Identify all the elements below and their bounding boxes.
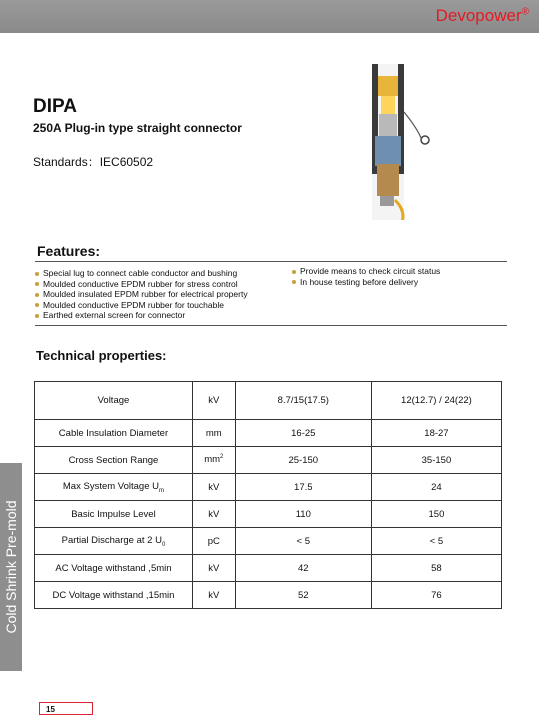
list-item: Special lug to connect cable conductor and bushing bbox=[35, 268, 290, 279]
unit-cell: kV bbox=[192, 382, 235, 420]
list-item: Earthed external screen for connector bbox=[35, 310, 290, 321]
param-cell: Cross Section Range bbox=[35, 447, 193, 474]
list-item: In house testing before delivery bbox=[292, 277, 502, 288]
side-tab-label: Cold Shrink Pre-mold bbox=[3, 500, 19, 634]
features-list-right bbox=[292, 266, 502, 287]
value-cell: 76 bbox=[371, 582, 501, 609]
unit-cell: mm bbox=[192, 420, 235, 447]
param-cell: Max System Voltage $U_m$ bbox=[35, 474, 193, 501]
brand-name: Devopower® bbox=[435, 6, 529, 25]
product-subtitle: 250A Plug-in type straight connector bbox=[33, 121, 242, 135]
param-cell: Cable Insulation Diameter bbox=[35, 420, 193, 447]
unit-cell: kV bbox=[192, 501, 235, 528]
bullet-icon bbox=[35, 314, 39, 318]
divider bbox=[35, 261, 507, 262]
bullet-icon bbox=[35, 282, 39, 286]
page-number: 15 bbox=[39, 702, 93, 715]
technical-heading: Technical properties: bbox=[36, 348, 167, 363]
value-cell: < 5 bbox=[371, 528, 501, 555]
section-side-tab bbox=[0, 463, 22, 671]
divider bbox=[35, 325, 507, 326]
param-cell: Basic Impulse Level bbox=[35, 501, 193, 528]
unit-cell: kV bbox=[192, 474, 235, 501]
value-cell: 24 bbox=[371, 474, 501, 501]
value-cell: 16-25 bbox=[235, 420, 371, 447]
table-row bbox=[35, 420, 502, 447]
unit-cell: pC bbox=[192, 528, 235, 555]
value-cell: 58 bbox=[371, 555, 501, 582]
value-cell: 110 bbox=[235, 501, 371, 528]
value-cell: 17.5 bbox=[235, 474, 371, 501]
list-item: Moulded conductive EPDM rubber for stress control bbox=[35, 279, 290, 290]
table-row bbox=[35, 555, 502, 582]
unit-cell: kV bbox=[192, 582, 235, 609]
features-list-left bbox=[35, 268, 290, 321]
bullet-icon bbox=[35, 272, 39, 276]
bullet-icon bbox=[292, 270, 296, 274]
value-cell: < 5 bbox=[235, 528, 371, 555]
unit-cell: kV bbox=[192, 555, 235, 582]
header-bar bbox=[0, 0, 539, 33]
bullet-icon bbox=[292, 280, 296, 284]
list-item: Moulded insulated EPDM rubber for electrical property bbox=[35, 289, 290, 300]
param-cell: DC Voltage withstand ,15min bbox=[35, 582, 193, 609]
value-cell: 35-150 bbox=[371, 447, 501, 474]
table-row bbox=[35, 582, 502, 609]
product-title: DIPA bbox=[33, 96, 77, 117]
unit-cell: $mm^2$ bbox=[192, 447, 235, 474]
bullet-icon bbox=[35, 303, 39, 307]
param-cell: Voltage bbox=[35, 382, 193, 420]
technical-properties-table bbox=[34, 381, 502, 609]
param-cell: AC Voltage withstand ,5min bbox=[35, 555, 193, 582]
bullet-icon bbox=[35, 293, 39, 297]
connector-illustration bbox=[355, 64, 445, 220]
value-cell: 150 bbox=[371, 501, 501, 528]
table-row bbox=[35, 382, 502, 420]
table-row bbox=[35, 447, 502, 474]
value-cell: 12(12.7) / 24(22) bbox=[371, 382, 501, 420]
value-cell: 18-27 bbox=[371, 420, 501, 447]
table-row bbox=[35, 528, 502, 555]
value-cell: 52 bbox=[235, 582, 371, 609]
value-cell: 8.7/15(17.5) bbox=[235, 382, 371, 420]
value-cell: 42 bbox=[235, 555, 371, 582]
param-cell: Partial Discharge at 2 $U_0$ bbox=[35, 528, 193, 555]
features-heading: Features: bbox=[37, 243, 101, 259]
table-row bbox=[35, 474, 502, 501]
list-item: Provide means to check circuit status bbox=[292, 266, 502, 277]
table-row bbox=[35, 501, 502, 528]
value-cell: 25-150 bbox=[235, 447, 371, 474]
list-item: Moulded conductive EPDM rubber for touchable bbox=[35, 300, 290, 311]
standards-text: Standards：IEC60502 bbox=[33, 155, 154, 169]
